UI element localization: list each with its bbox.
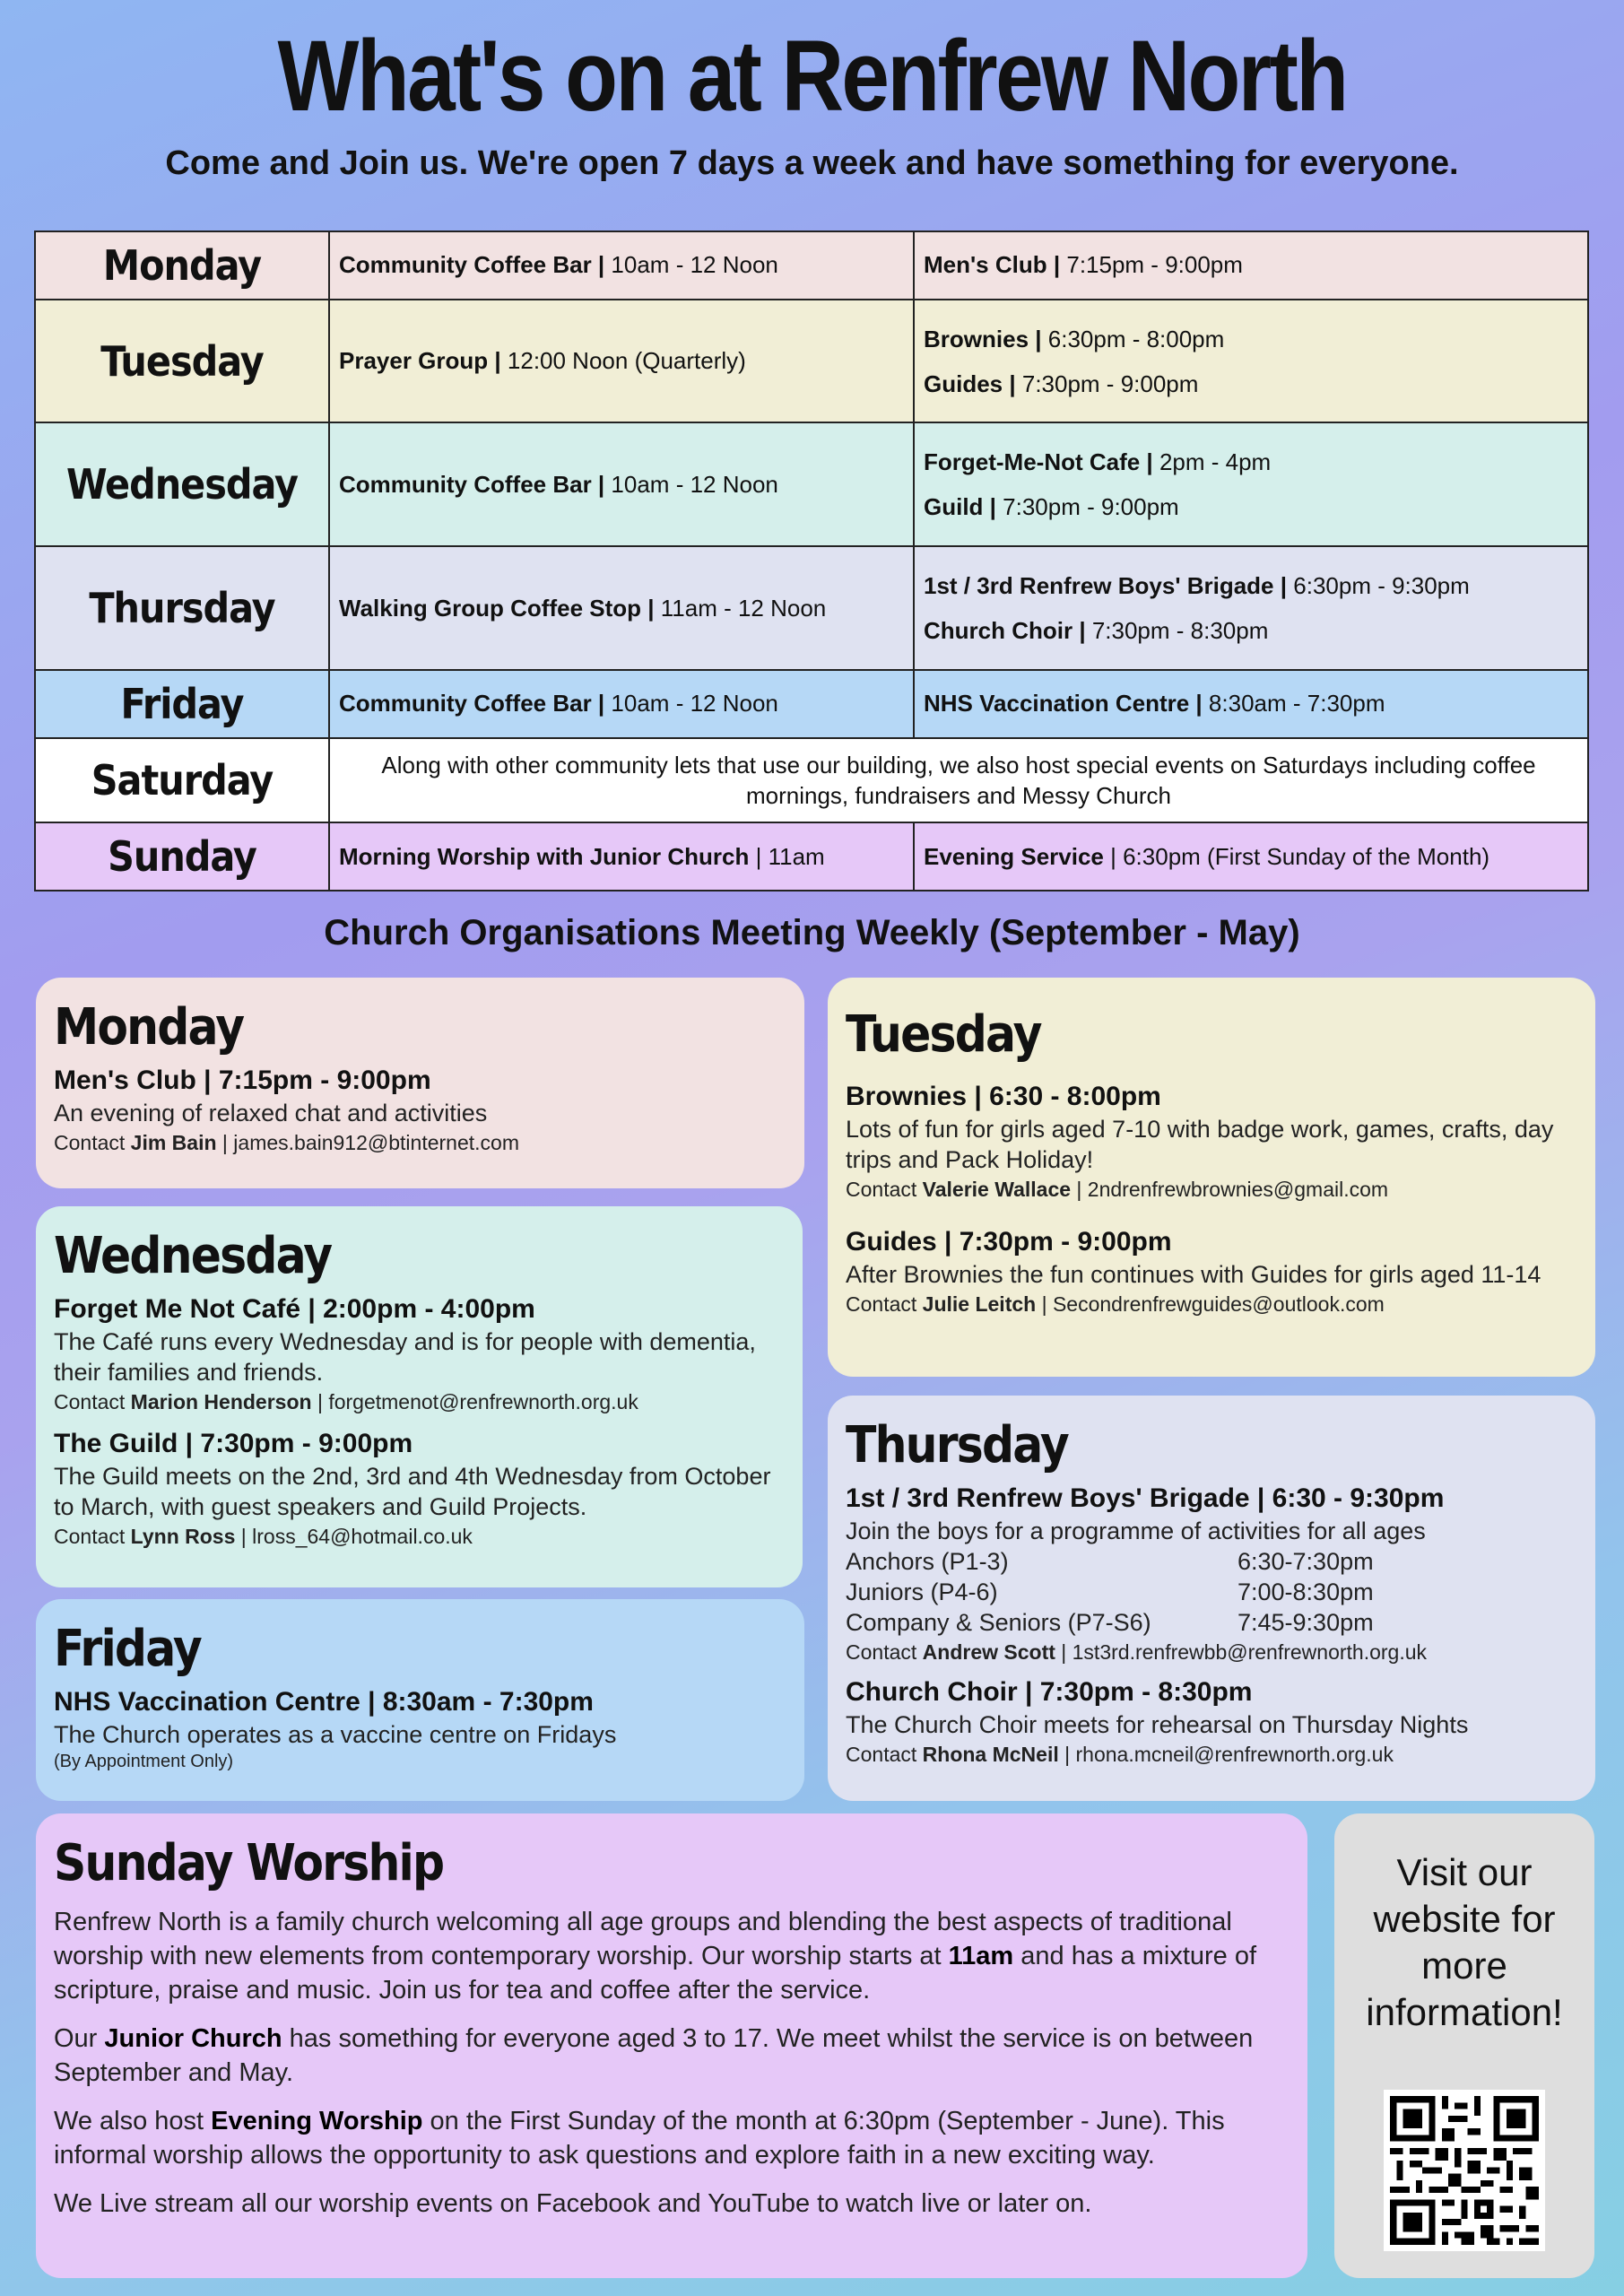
event-description: The Café runs every Wednesday and is for people with dementia, their families and friends. [54,1328,756,1386]
event-title: Men's Club | 7:15pm - 9:00pm [54,1065,431,1095]
event-title: The Guild | 7:30pm - 9:00pm [54,1429,413,1458]
schedule-row-thursday [35,546,1588,670]
card-tuesday [828,978,1595,1377]
card-sunday-worship [36,1813,1307,2278]
event-description: After Brownies the fun continues with Guides for girls aged 11-14 [846,1261,1541,1288]
event-description: The Church operates as a vaccine centre on Fridays [54,1721,617,1748]
event-title: Guides | 7:30pm - 9:00pm [846,1227,1172,1257]
event-description: Lots of fun for girls aged 7-10 with badge work, games, crafts, day trips and Pack Holiday! [846,1116,1554,1173]
worship-paragraph: We Live stream all our worship events on Facebook and YouTube to watch live or later on. [54,2189,1092,2218]
event-description: Join the boys for a programme of activities for all ages [846,1518,1426,1544]
schedule-day: Sunday [35,822,329,891]
card-wednesday [36,1206,803,1587]
schedule-row-friday [35,670,1588,738]
schedule-row-saturday [35,738,1588,823]
schedule-row-sunday [35,822,1588,891]
schedule-cell: 1st / 3rd Renfrew Boys' Brigade | 6:30pm - 9:30pm Church Choir | 7:30pm - 8:30pm [914,546,1588,670]
card-day-title: Sunday Worship [54,1834,444,1892]
worship-paragraph: We also host Evening Worship on the First Sunday of the month at 6:30pm (September - June). This informal worship allows the opportunity to ask questions and explore faith in a new exciting way. [54,2107,1225,2170]
event-contact: Contact Lynn Ross | lross_64@hotmail.co.uk [54,1525,473,1548]
page-title: What's on at Renfrew North [277,20,1347,132]
schedule-day: Wednesday [35,422,329,546]
schedule-cell: Community Coffee Bar | 10am - 12 Noon [329,231,914,300]
schedule-day: Tuesday [35,300,329,423]
event-title: Brownies | 6:30 - 8:00pm [846,1082,1161,1111]
event-title: 1st / 3rd Renfrew Boys' Brigade | 6:30 - 9:30pm [846,1483,1445,1513]
qr-code-graphic [1384,2090,1545,2251]
event-note: (By Appointment Only) [54,1752,234,1771]
schedule-cell: Evening Service | 6:30pm (First Sunday of the Month) [914,822,1588,891]
event-description: An evening of relaxed chat and activities [54,1100,488,1126]
schedule-cell: Prayer Group | 12:00 Noon (Quarterly) [329,300,914,423]
card-day-title: Tuesday [846,1005,1041,1064]
schedule-row-monday [35,231,1588,300]
worship-paragraph: Renfrew North is a family church welcoming all age groups and blending the best aspects of traditional worship with new elements from contemporary worship. Our worship starts at 11am and has a mixture of scripture, praise and music. Join us for tea and coffee after the service. [54,1908,1257,2005]
event-contact: Contact Andrew Scott | 1st3rd.renfrewbb@renfrewnorth.org.uk [846,1640,1428,1664]
schedule-day: Monday [35,231,329,300]
event-title: NHS Vaccination Centre | 8:30am - 7:30pm [54,1687,594,1717]
qr-code-icon[interactable] [1384,2090,1545,2251]
worship-paragraph: Our Junior Church has something for everyone aged 3 to 17. We meet whilst the service is on between September and May. [54,2024,1254,2087]
event-contact: Contact Julie Leitch | Secondrenfrewguides@outlook.com [846,1292,1385,1316]
schedule-cell: Walking Group Coffee Stop | 11am - 12 Noon [329,546,914,670]
schedule-cell: Men's Club | 7:15pm - 9:00pm [914,231,1588,300]
schedule-cell: Community Coffee Bar | 10am - 12 Noon [329,422,914,546]
event-contact: Contact Valerie Wallace | 2ndrenfrewbrownies@gmail.com [846,1178,1389,1201]
page-subtitle: Come and Join us. We're open 7 days a week and have something for everyone. [165,144,1459,182]
schedule-day: Friday [35,670,329,738]
event-description: The Guild meets on the 2nd, 3rd and 4th Wednesday from October to March, with guest speakers and Guild Projects. [54,1463,771,1520]
card-thursday [828,1396,1595,1801]
schedule-cell: NHS Vaccination Centre | 8:30am - 7:30pm [914,670,1588,738]
schedule-cell: Community Coffee Bar | 10am - 12 Noon [329,670,914,738]
section-row: Juniors (P4-6) 7:00-8:30pm [846,1578,1374,1605]
card-day-title: Monday [54,998,244,1057]
event-contact: Contact Jim Bain | james.bain912@btinternet.com [54,1131,519,1154]
card-day-title: Wednesday [54,1227,332,1285]
event-description: The Church Choir meets for rehearsal on Thursday Nights [846,1711,1469,1738]
card-day-title: Thursday [846,1416,1068,1474]
schedule-cell: Morning Worship with Junior Church | 11am [329,822,914,891]
card-friday [36,1599,804,1801]
schedule-day: Thursday [35,546,329,670]
weekly-schedule-table [34,230,1589,891]
section-row: Company & Seniors (P7-S6) 7:45-9:30pm [846,1609,1374,1636]
schedule-cell: Forget-Me-Not Cafe | 2pm - 4pm Guild | 7:30pm - 9:00pm [914,422,1588,546]
schedule-row-tuesday [35,300,1588,423]
website-text: Visit our website for more information! [1366,1851,1563,2033]
event-title: Forget Me Not Café | 2:00pm - 4:00pm [54,1294,535,1324]
schedule-cell: Brownies | 6:30pm - 8:00pm Guides | 7:30pm - 9:00pm [914,300,1588,423]
card-monday [36,978,804,1188]
schedule-cell: Along with other community lets that use our building, we also host special events on Saturdays including coffee mornings, fundraisers and Messy Church [329,738,1588,823]
organisations-heading: Church Organisations Meeting Weekly (September - May) [324,913,1300,952]
event-contact: Contact Rhona McNeil | rhona.mcneil@renfrewnorth.org.uk [846,1743,1394,1766]
section-row: Anchors (P1-3) 6:30-7:30pm [846,1548,1374,1575]
website-box [1334,1813,1594,2278]
schedule-day: Saturday [35,738,329,823]
event-title: Church Choir | 7:30pm - 8:30pm [846,1677,1253,1707]
event-contact: Contact Marion Henderson | forgetmenot@renfrewnorth.org.uk [54,1390,638,1413]
schedule-row-wednesday [35,422,1588,546]
card-day-title: Friday [54,1620,201,1678]
